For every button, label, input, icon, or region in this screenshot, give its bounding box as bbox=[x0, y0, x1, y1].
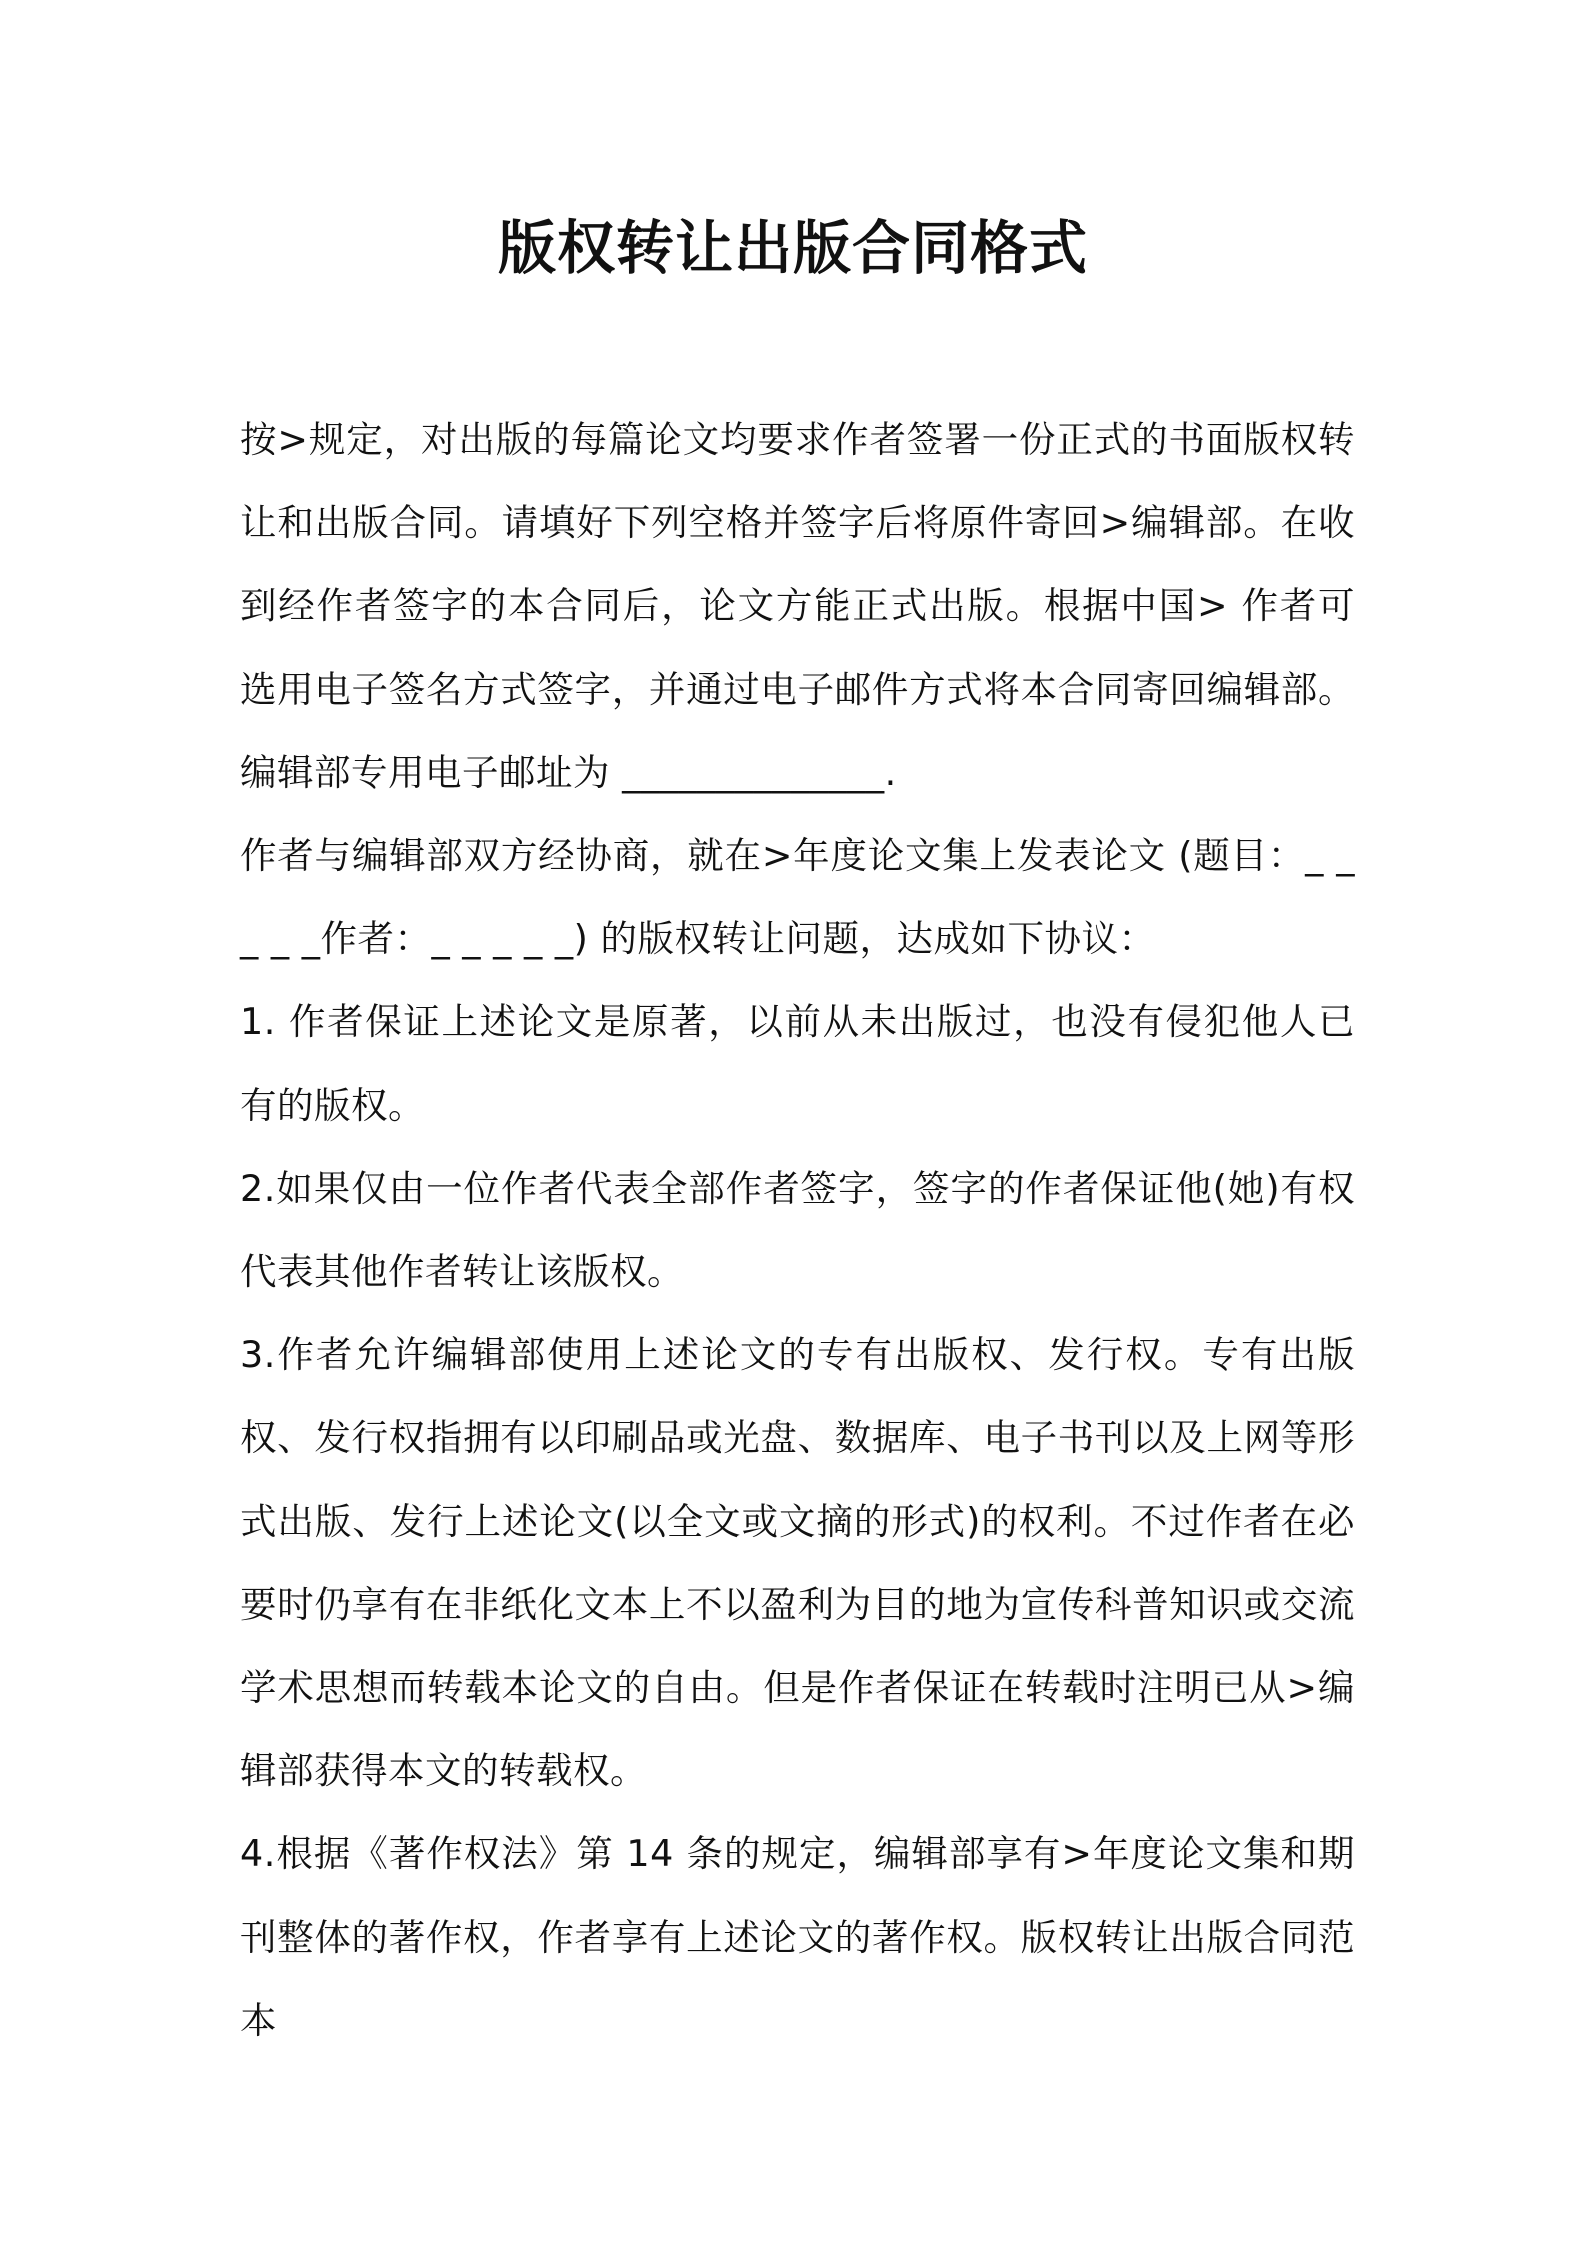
document-title: 版权转让出版合同格式 bbox=[497, 214, 1088, 282]
document-body bbox=[240, 398, 1355, 2062]
clause-2: 2.如果仅由一位作者代表全部作者签字，签字的作者保证他(她)有权代表其他作者转让该版权。 bbox=[240, 1166, 1355, 1294]
paragraph-agreement: 作者与编辑部双方经协商，就在>年度论文集上发表论文 (题目：_ _ _ _ _作者：_ _ _ _ _) 的版权转让问题，达成如下协议： bbox=[240, 834, 1355, 961]
clause-1: 1. 作者保证上述论文是原著，以前从未出版过，也没有侵犯他人已有的版权。 bbox=[240, 1000, 1355, 1127]
clause-3: 3.作者允许编辑部使用上述论文的专有出版权、发行权。专有出版权、发行权指拥有以印刷品或光盘、数据库、电子书刊以及上网等形式出版、发行上述论文(以全文或文摘的形式)的权利。不过作者在必要时仍享有在非纸化文本上不以盈利为目的地为宣传科普知识或交流学术思想而转载本论文的自由。但是作者保证在转载时注明已从>编辑部获得本文的转载权。 bbox=[240, 1333, 1355, 1793]
clause-4: 4.根据《著作权法》第 14 条的规定，编辑部享有>年度论文集和期刊整体的著作权，作者享有上述论文的著作权。版权转让出版合同范本 bbox=[240, 1832, 1355, 2042]
paragraph-intro: 按>规定，对出版的每篇论文均要求作者签署一份正式的书面版权转让和出版合同。请填好下列空格并签字后将原件寄回>编辑部。在收到经作者签字的本合同后，论文方能正式出版。根据中国> 作者可选用电子签名方式签字，并通过电子邮件方式将本合同寄回编辑部。编辑部专用电子邮址为 ______________. bbox=[240, 418, 1355, 794]
